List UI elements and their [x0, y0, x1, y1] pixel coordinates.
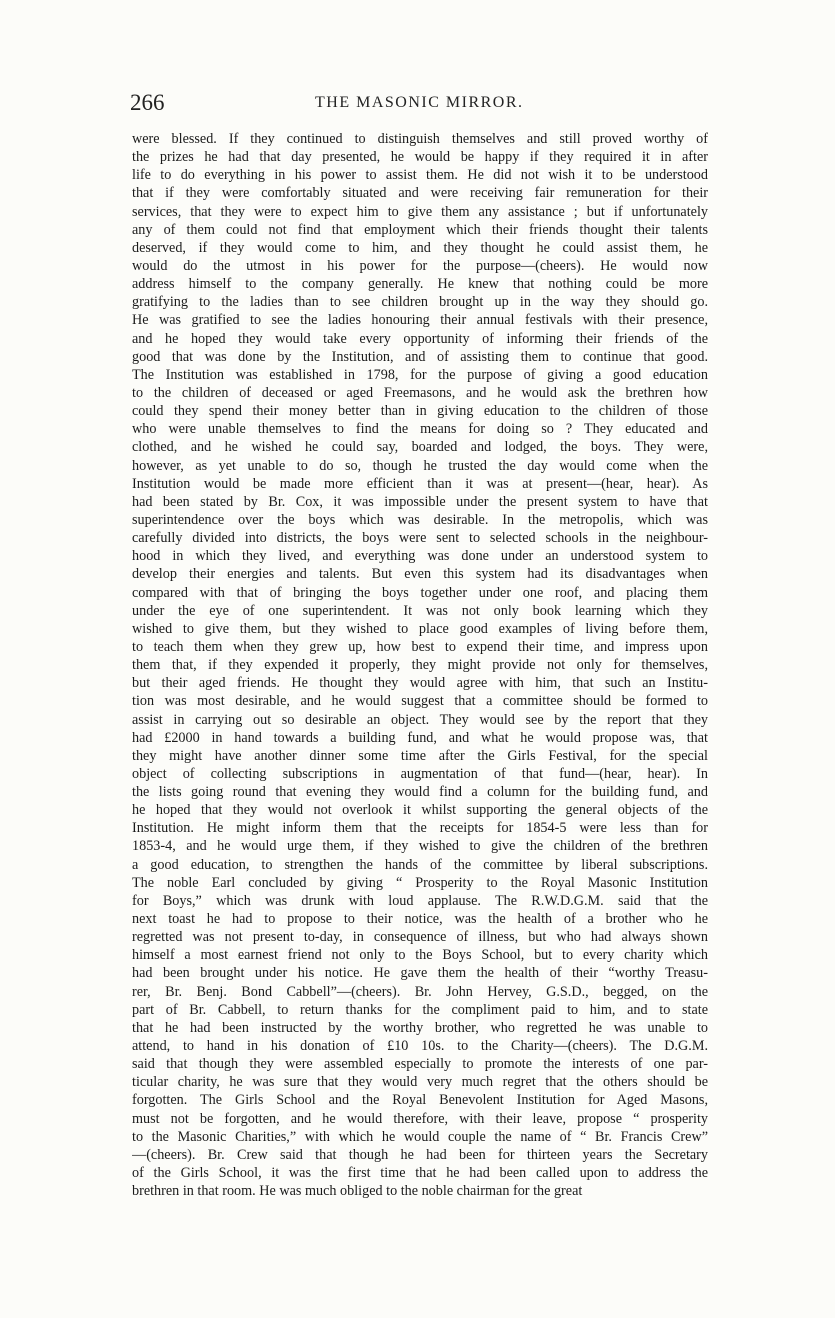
text-line: them that, if they expended it properly, they might provide not only for themselves,	[132, 657, 708, 674]
running-title: THE MASONIC MIRROR.	[315, 94, 524, 111]
text-line: that he had been instructed by the worthy brother, who regretted he was unable to	[132, 1019, 708, 1036]
text-line: could they spend their money better than in giving education to the children of those	[132, 403, 708, 420]
text-line: had been brought under his notice. He gave them the health of their “worthy Treasu-	[132, 965, 708, 982]
text-line: gratifying to the ladies than to see children brought up in the way they should go.	[132, 294, 708, 311]
text-line: tion was most desirable, and he would suggest that a committee should be formed to	[132, 693, 708, 710]
text-line: —(cheers). Br. Crew said that though he had been for thirteen years the Secretary	[132, 1146, 708, 1163]
text-line: superintendence over the boys which was desirable. In the metropolis, which was	[132, 511, 708, 528]
text-line: brethren in that room. He was much obliged to the noble chairman for the great	[132, 1183, 583, 1200]
text-line: ticular charity, he was sure that they would very much regret that the others should be	[132, 1074, 708, 1091]
text-line: develop their energies and talents. But even this system had its disadvantages when	[132, 566, 708, 583]
page-number: 266	[130, 90, 165, 115]
text-line: good that was done by the Institution, and of assisting them to continue that good.	[132, 348, 708, 365]
text-line: would do the utmost in his power for the purpose—(cheers). He would now	[132, 257, 708, 274]
text-line: any of them could not find that employment which their friends thought their talents	[132, 221, 708, 238]
text-line: were blessed. If they continued to distinguish themselves and still proved worthy of	[132, 131, 708, 147]
text-line: the prizes he had that day presented, he would be happy if they required it in after	[132, 149, 708, 166]
text-line: He was gratified to see the ladies honouring their annual festivals with their presence,	[132, 312, 708, 329]
text-line: the lists going round that evening they would find a column for the building fund, and	[132, 784, 708, 801]
text-line: however, as yet unable to do so, though he trusted the day would come when the	[132, 457, 708, 474]
text-line: next toast he had to propose to their notice, was the health of a brother who he	[132, 911, 708, 928]
text-line: object of collecting subscriptions in augmentation of that fund—(hear, hear). In	[132, 765, 708, 782]
text-line: under the eye of one superintendent. It was not only book learning which they	[132, 602, 708, 619]
text-line: and he hoped they would take every opportunity of informing their friends of the	[132, 330, 708, 347]
text-line: had been stated by Br. Cox, it was impossible under the present system to have that	[132, 493, 708, 510]
text-line: to teach them when they grew up, how best to expend their time, and impress upon	[132, 638, 708, 655]
text-line: life to do everything in his power to assist them. He did not wish it to be understood	[132, 167, 708, 184]
text-line: assist in carrying out so desirable an object. They would see by the report that they	[132, 711, 708, 728]
text-line: he hoped that they would not overlook it whilst supporting the general objects of the	[132, 802, 708, 819]
text-line: part of Br. Cabbell, to return thanks for the compliment paid to him, and to state	[132, 1001, 708, 1018]
text-line: clothed, and he wished he could say, boarded and lodged, the boys. They were,	[132, 439, 708, 456]
text-line: had £2000 in hand towards a building fund, and what he would propose was, that	[132, 729, 708, 746]
body-text	[132, 130, 708, 1200]
text-line: compared with that of bringing the boys together under one roof, and placing them	[132, 584, 708, 601]
text-line: they might have another dinner some time after the Girls Festival, for the special	[132, 747, 708, 764]
text-line: address himself to the company generally. He knew that nothing could be more	[132, 276, 708, 293]
text-line: rer, Br. Benj. Bond Cabbell”—(cheers). Br. John Hervey, G.S.D., begged, on the	[132, 983, 708, 1000]
text-line: who were unable themselves to find the means for doing so ? They educated and	[132, 421, 708, 438]
text-line: said that though they were assembled especially to promote the interests of one par-	[132, 1056, 708, 1073]
text-line: carefully divided into districts, the boys were sent to selected schools in the neighbour-	[132, 530, 708, 547]
text-line: Institution would be made more efficient than it was at present—(hear, hear). As	[132, 475, 708, 492]
text-line: forgotten. The Girls School and the Royal Benevolent Institution for Aged Masons,	[132, 1092, 708, 1109]
text-line: himself a most earnest friend not only to the Boys School, but to every charity which	[132, 947, 708, 964]
text-line: that if they were comfortably situated and were receiving fair remuneration for their	[132, 185, 708, 202]
text-line: must not be forgotten, and he would therefore, with their leave, propose “ prosperity	[132, 1110, 708, 1127]
text-line: regretted was not present to-day, in consequence of illness, but who had always shown	[132, 929, 708, 946]
text-line: wished to give them, but they wished to place good examples of living before them,	[132, 620, 708, 637]
text-line: to the children of deceased or aged Freemasons, and he would ask the brethren how	[132, 384, 708, 401]
text-line: for Boys,” which was drunk with loud applause. The R.W.D.G.M. said that the	[132, 892, 708, 909]
page-header	[130, 90, 710, 120]
text-line: of the Girls School, it was the first time that he had been called upon to address the	[132, 1165, 708, 1182]
text-line: Institution. He might inform them that the receipts for 1854-5 were less than for	[132, 820, 708, 837]
text-line: hood in which they lived, and everything was done under an understood system to	[132, 548, 708, 565]
text-line: The Institution was established in 1798, for the purpose of giving a good education	[132, 366, 708, 383]
text-line: deserved, if they would come to him, and they thought he could assist them, he	[132, 239, 708, 256]
text-line: The noble Earl concluded by giving “ Prosperity to the Royal Masonic Institution	[132, 874, 708, 891]
text-line: 1853-4, and he would urge them, if they wished to give the children of the brethren	[132, 838, 708, 855]
text-line: to the Masonic Charities,” with which he would couple the name of “ Br. Francis Crew”	[132, 1128, 708, 1145]
text-line: but their aged friends. He thought they would agree with him, that such an Institu-	[132, 675, 708, 692]
text-line: a good education, to strengthen the hands of the committee by liberal subscriptions.	[132, 856, 708, 873]
text-line: attend, to hand in his donation of £10 10s. to the Charity—(cheers). The D.G.M.	[132, 1038, 708, 1055]
text-line: services, that they were to expect him to give them any assistance ; but if unfortunately	[132, 203, 708, 220]
